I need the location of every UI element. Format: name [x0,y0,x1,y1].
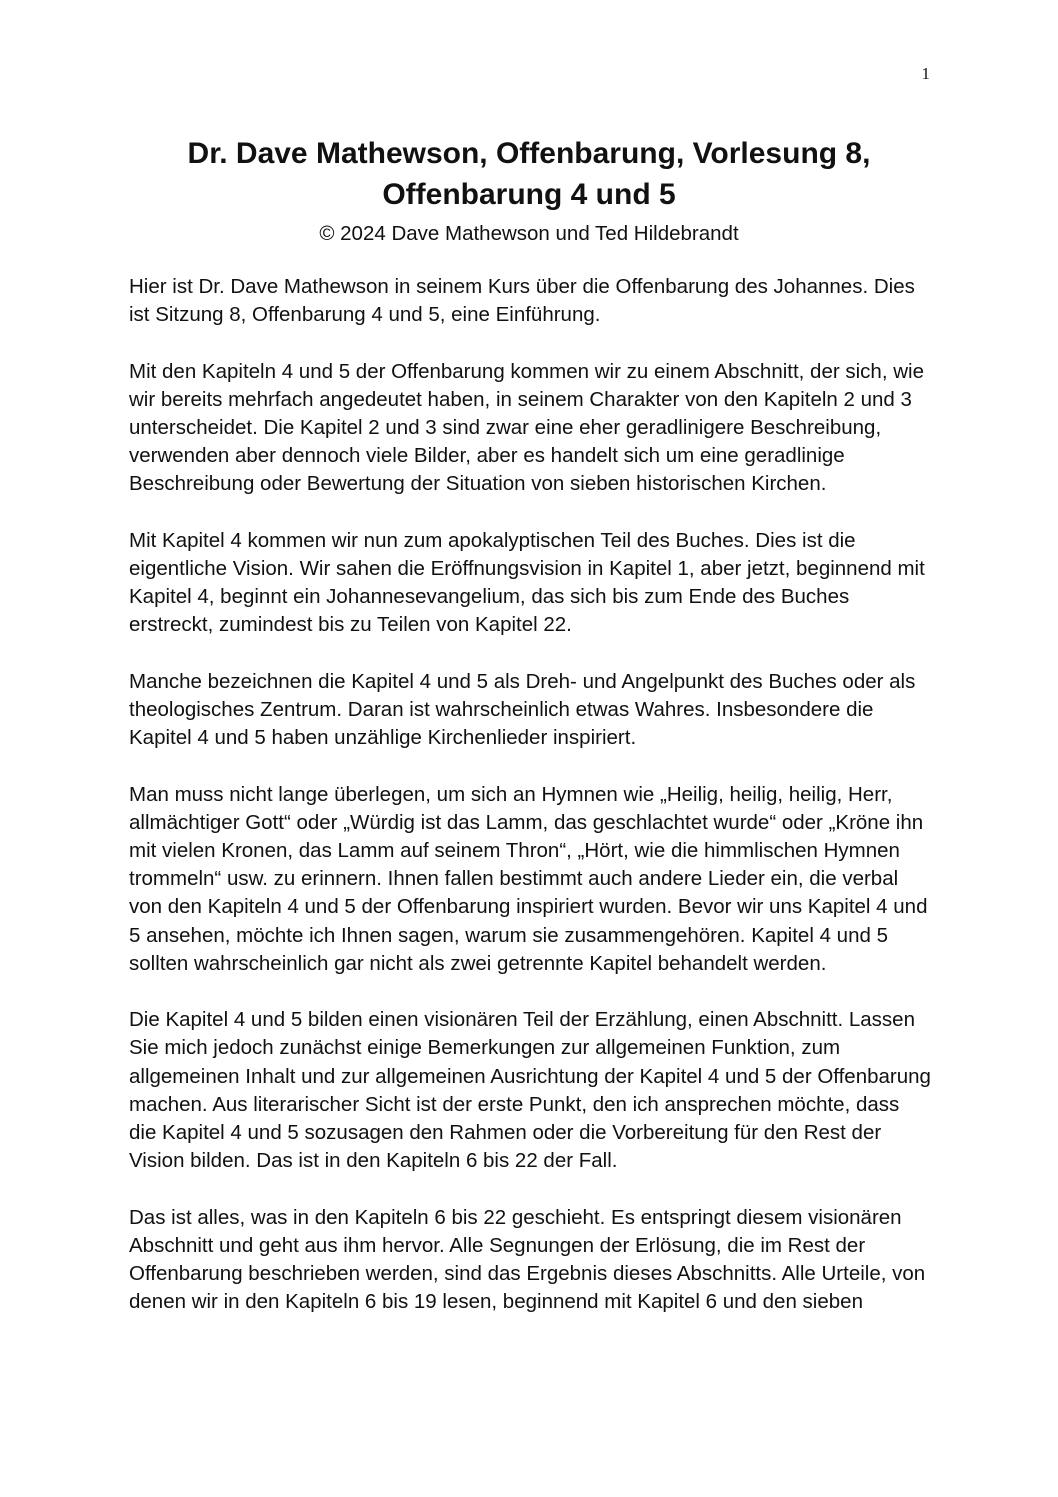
title-line-1: Dr. Dave Mathewson, Offenbarung, Vorlesung 8, [187,137,871,170]
paragraph: Die Kapitel 4 und 5 bilden einen visionären Teil der Erzählung, einen Abschnitt. Lassen Sie mich jedoch zunächst einige Bemerkungen zur allgemeinen Funktion, zum allgemeinen Inhalt und zur allgemeinen Ausrichtung der Kapitel 4 und 5 der Offenbarung machen. Aus literarischer Sicht ist der erste Punkt, den ich ansprechen möchte, dass die Kapitel 4 und 5 sozusagen den Rahmen oder die Vorbereitung für den Rest der Vision bilden. Das ist in den Kapiteln 6 bis 22 der Fall. [129,1008,931,1173]
paragraph: Manche bezeichnen die Kapitel 4 und 5 als Dreh- und Angelpunkt des Buches oder als theologisches Zentrum. Daran ist wahrscheinlich etwas Wahres. Insbesondere die Kapitel 4 und 5 haben unzählige Kirchenlieder inspiriert. [129,669,916,750]
page-number: 1 [921,64,930,83]
paragraph: Mit den Kapiteln 4 und 5 der Offenbarung kommen wir zu einem Abschnitt, der sich, wie wir bereits mehrfach angedeutet haben, in seinem Charakter von den Kapiteln 2 und 3 unterscheidet. Die Kapitel 2 und 3 sind zwar eine eher geradlinigere Beschreibung, verwenden aber dennoch viele Bilder, aber es handelt sich um eine geradlinige Beschreibung oder Bewertung der Situation von sieben historischen Kirchen. [129,359,924,496]
paragraph: Hier ist Dr. Dave Mathewson in seinem Kurs über die Offenbarung des Johannes. Dies ist Sitzung 8, Offenbarung 4 und 5, eine Einführung. [129,275,915,327]
copyright-line: © 2024 Dave Mathewson und Ted Hildebrandt [319,222,739,245]
paragraph: Mit Kapitel 4 kommen wir nun zum apokalyptischen Teil des Buches. Dies ist die eigentliche Vision. Wir sahen die Eröffnungsvision in Kapitel 1, aber jetzt, beginnend mit Kapitel 4, beginnt ein Johannesevangelium, das sich bis zum Ende des Buches erstreckt, zumindest bis zu Teilen von Kapitel 22. [129,528,925,637]
paragraph: Man muss nicht lange überlegen, um sich an Hymnen wie „Heilig, heilig, heilig, Herr, allmächtiger Gott“ oder „Würdig ist das Lamm, das geschlachtet wurde“ oder „Kröne ihn mit vielen Kronen, das Lamm auf seinem Thron“, „Hört, wie die himmlischen Hymnen trommeln“ usw. zu erinnern. Ihnen fallen bestimmt auch andere Lieder ein, die verbal von den Kapiteln 4 und 5 der Offenbarung inspiriert wurden. Bevor wir uns Kapitel 4 und 5 ansehen, möchte ich Ihnen sagen, warum sie zusammengehören. Kapitel 4 und 5 sollten wahrscheinlich gar nicht als zwei getrennte Kapitel behandelt werden. [129,782,928,975]
document-title [100,133,958,215]
title-line-2: Offenbarung 4 und 5 [382,178,676,211]
document-body [129,273,932,1345]
paragraph: Das ist alles, was in den Kapiteln 6 bis 22 geschieht. Es entspringt diesem visionären Abschnitt und geht aus ihm hervor. Alle Segnungen der Erlösung, die im Rest der Offenbarung beschrieben werden, sind das Ergebnis dieses Abschnitts. Alle Urteile, von denen wir in den Kapiteln 6 bis 19 lesen, beginnend mit Kapitel 6 und den sieben [129,1205,926,1314]
